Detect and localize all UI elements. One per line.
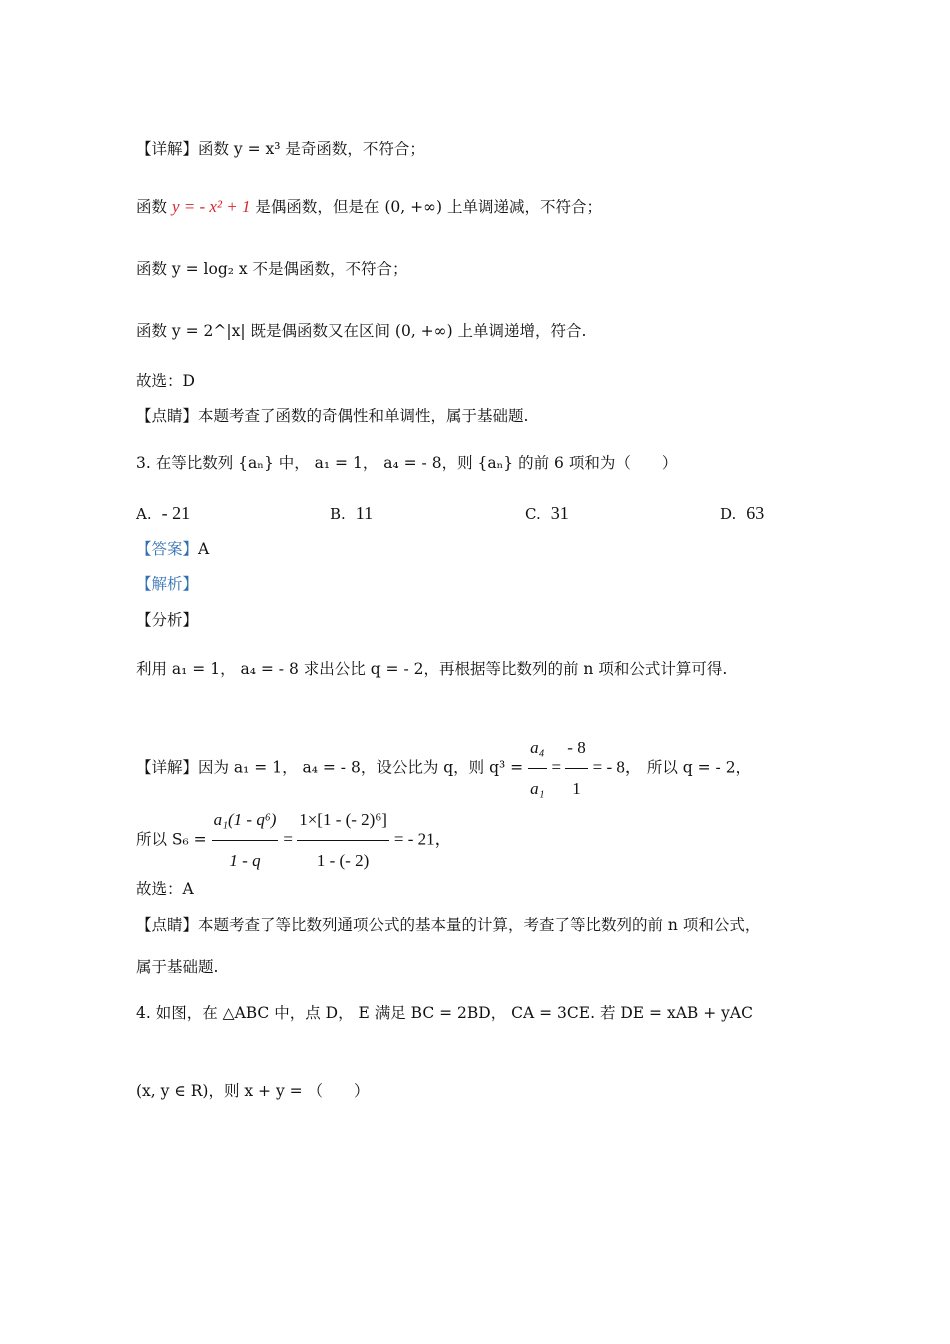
answer-line	[136, 538, 209, 560]
sum-result: = - 21，	[393, 829, 452, 849]
fraction-one: 1	[572, 779, 581, 798]
option-b-label: B.	[330, 505, 346, 523]
fraction-sum-general-den: 1 - q	[229, 851, 261, 870]
option-b	[330, 503, 373, 524]
answer-label: 【答案】	[136, 540, 199, 558]
question-4-line-1: 4. 如图，在 △ABC 中，点 D， E 满足 BC = 2BD， CA = 3CE. 若 DE = xAB + yAC	[136, 1004, 753, 1022]
line-2-suffix: 是偶函数，但是在 (0, +∞) 上单调递减，不符合；	[250, 198, 602, 216]
option-b-value: 11	[355, 503, 374, 523]
question-3: 3. 在等比数列 {aₙ} 中， a₁ = 1， a₄ = - 8，则 {aₙ} 的前 6 项和为（ ）	[136, 454, 678, 472]
option-a	[136, 503, 190, 524]
option-d-value: 63	[746, 503, 765, 523]
analysis-heading: 【解析】	[136, 575, 199, 593]
choose-a: 故选：A	[136, 880, 194, 898]
fraction-a1: a₁	[530, 779, 545, 798]
detail-line-4: 函数 y = 2^|x| 既是偶函数又在区间 (0, +∞) 上单调递增，符合.	[136, 322, 587, 340]
option-a-label: A.	[136, 505, 152, 523]
question-4-line-2: (x, y ∈ R)，则 x + y = （ ）	[136, 1082, 370, 1100]
detail-q3-prefix: 【详解】因为 a₁ = 1， a₄ = - 8，设公比为 q，则 q³ =	[136, 758, 529, 777]
option-d	[720, 503, 764, 524]
fraction-a4-over-a1	[528, 728, 546, 809]
option-c-label: C.	[525, 505, 541, 523]
detail-line-3: 函数 y = log₂ x 不是偶函数，不符合；	[136, 260, 408, 278]
option-c	[525, 503, 569, 524]
detail-line-1: 【详解】函数 y = x³ 是奇函数，不符合；	[136, 140, 425, 158]
point-summary-1: 【点睛】本题考查了函数的奇偶性和单调性，属于基础题.	[136, 407, 529, 425]
fraction-minus8: - 8	[565, 728, 587, 769]
fraction-a4: a₄	[528, 728, 546, 769]
option-c-value: 31	[550, 503, 569, 523]
fraction-result: = - 8，	[592, 757, 642, 777]
answer-value: A	[198, 540, 210, 558]
fraction-sum-general-num: a₁(1 - q⁶)	[212, 800, 279, 841]
detail-line-2	[136, 196, 602, 218]
option-d-label: D.	[720, 505, 737, 523]
fraction-sum-value-num: 1×[1 - (- 2)⁶]	[297, 800, 389, 841]
fraction-sum-value	[297, 800, 389, 881]
detail-q3-suffix: 所以 q = - 2，	[646, 758, 752, 777]
sum-prefix: 所以 S₆ =	[136, 830, 212, 849]
point-summary-2-cont: 属于基础题.	[136, 958, 219, 976]
fenxi-text: 利用 a₁ = 1， a₄ = - 8 求出公比 q = - 2，再根据等比数列的前 n 项和公式计算可得.	[136, 660, 728, 678]
fenxi-heading: 【分析】	[136, 611, 199, 629]
option-a-value: - 21	[161, 503, 191, 523]
red-formula: y = - x² + 1	[171, 197, 251, 216]
detail-q3-line: 【详解】因为 a₁ = 1， a₄ = - 8，设公比为 q，则 q³ = $\frac{\text{a₄}}{\text{a₁}}$ = $\frac{- 8}{1}$ = - 8， 所以 q = - 2，	[136, 728, 751, 809]
fraction-sum-value-den: 1 - (- 2)	[316, 851, 370, 870]
choose-d: 故选：D	[136, 372, 195, 390]
sum-formula-line: 所以 S₆ = $\frac{\text{a₁(1 - q⁶)}}{1 - q}$ = $\frac{\text{1×[1 - (- 2)⁶]}}{1 - (- 2)}$ = - 21，	[136, 800, 452, 881]
line-2-prefix: 函数	[136, 198, 172, 216]
fraction-sum-general	[212, 800, 279, 881]
point-summary-2: 【点睛】本题考查了等比数列通项公式的基本量的计算，考查了等比数列的前 n 项和公式，	[136, 916, 761, 934]
fraction-minus8-over-1	[565, 728, 587, 809]
